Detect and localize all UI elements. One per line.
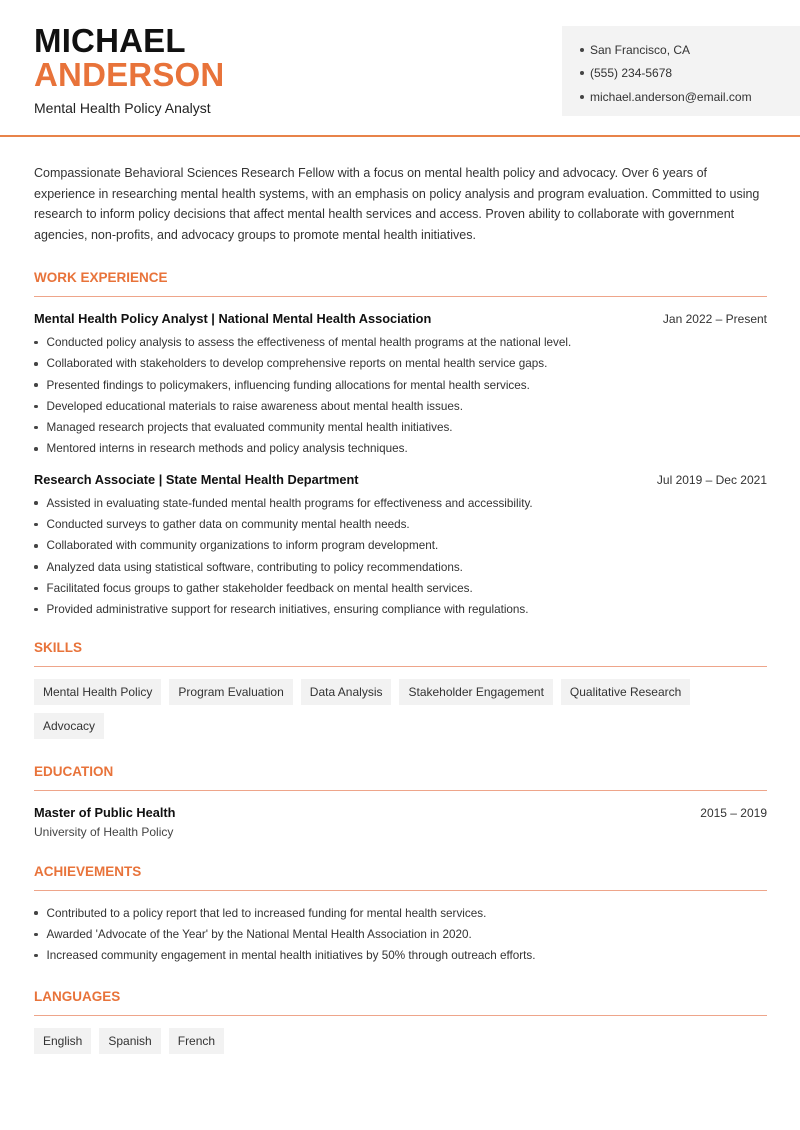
- list-item: [34, 902, 767, 923]
- bullet-text: Conducted policy analysis to assess the effectiveness of mental health programs at the national level.: [46, 335, 572, 349]
- languages-section: [34, 989, 767, 1054]
- language-tag: French: [169, 1028, 224, 1054]
- job-date: Jan 2022 – Present: [662, 311, 767, 326]
- skill-tag: Program Evaluation: [169, 679, 292, 705]
- skill-tag: Qualitative Research: [561, 679, 690, 705]
- bullet-icon: [34, 587, 38, 591]
- skill-tag: Data Analysis: [301, 679, 392, 705]
- bullet-text: Collaborated with stakeholders to develop comprehensive reports on mental health service gaps.: [46, 357, 548, 371]
- bullet-text: Analyzed data using statistical software, contributing to policy recommendations.: [46, 560, 463, 574]
- list-item: [34, 438, 767, 459]
- work-experience-section: [34, 270, 767, 621]
- bullet-icon: [34, 544, 38, 548]
- bullet-text: Facilitated focus groups to gather stakeholder feedback on mental health services.: [46, 581, 473, 595]
- bullet-text: Provided administrative support for research initiatives, ensuring compliance with regulations.: [46, 603, 529, 617]
- language-tag: Spanish: [99, 1028, 160, 1054]
- bullet-text: Developed educational materials to raise awareness about mental health issues.: [46, 399, 463, 413]
- job-title: Mental Health Policy Analyst: [34, 100, 211, 116]
- job-entry: [34, 311, 767, 460]
- language-tag: English: [34, 1028, 91, 1054]
- section-title-education: EDUCATION: [34, 764, 767, 791]
- job-role: Mental Health Policy Analyst | National Mental Health Association: [34, 310, 432, 326]
- list-item: [34, 417, 767, 438]
- achievements-section: [34, 864, 767, 966]
- section-title-achievements: ACHIEVEMENTS: [34, 864, 767, 891]
- list-item: [34, 599, 767, 620]
- school: University of Health Policy: [34, 825, 174, 840]
- contact-location: [580, 38, 782, 62]
- skill-tag: Mental Health Policy: [34, 679, 161, 705]
- language-tags: [34, 1028, 767, 1054]
- section-title-languages: LANGUAGES: [34, 989, 767, 1016]
- bullet-text: Managed research projects that evaluated community mental health initiatives.: [46, 421, 453, 435]
- bullet-icon: [34, 447, 38, 451]
- job-bullets: [34, 332, 767, 460]
- bullet-icon: [34, 565, 38, 569]
- skills-section: [34, 640, 767, 739]
- summary: Compassionate Behavioral Sciences Research Fellow with a focus on mental health policy and advocacy. Over 6 years of experience in researching mental health systems, with an emphasis on policy analysis and program evaluation. Committed to using research to inform policy decisions that affect mental health services and access. Proven ability to collaborate with government agencies, non-profits, and advocacy groups to promote mental health initiatives.: [34, 166, 760, 243]
- list-item: [34, 945, 767, 966]
- job-header: [34, 311, 767, 326]
- bullet-text: Mentored interns in research methods and policy analysis techniques.: [46, 442, 408, 456]
- section-title-skills: SKILLS: [34, 640, 767, 667]
- bullet-icon: [34, 911, 38, 915]
- bullet-icon: [34, 405, 38, 409]
- location-text: San Francisco, CA: [590, 42, 691, 57]
- bullet-icon: [580, 71, 584, 75]
- job-date: Jul 2019 – Dec 2021: [656, 472, 767, 487]
- degree: Master of Public Health: [34, 805, 176, 821]
- skill-tag: Advocacy: [34, 713, 104, 739]
- contact-email: [580, 85, 782, 109]
- contact-box: [562, 26, 800, 116]
- job-header: [34, 472, 767, 487]
- bullet-text: Awarded 'Advocate of the Year' by the National Mental Health Association in 2020.: [46, 927, 472, 941]
- job-entry: [34, 472, 767, 621]
- bullet-icon: [34, 426, 38, 430]
- job-role: Research Associate | State Mental Health Department: [34, 471, 359, 487]
- phone-text: (555) 234-5678: [590, 66, 673, 81]
- list-item: [34, 578, 767, 599]
- list-item: [34, 924, 767, 945]
- list-item: [34, 556, 767, 577]
- list-item: [34, 374, 767, 395]
- contact-phone: [580, 62, 782, 86]
- bullet-icon: [34, 954, 38, 958]
- list-item: [34, 493, 767, 514]
- list-item: [34, 332, 767, 353]
- name-block: [34, 24, 224, 116]
- resume-header: [0, 0, 800, 137]
- bullet-text: Assisted in evaluating state-funded mental health programs for effectiveness and accessibility.: [46, 496, 533, 510]
- bullet-icon: [580, 95, 584, 99]
- last-name: ANDERSON: [34, 56, 225, 93]
- bullet-icon: [34, 523, 38, 527]
- bullet-icon: [34, 933, 38, 937]
- education-section: [34, 764, 767, 839]
- education-date: 2015 – 2019: [700, 806, 767, 821]
- achievement-bullets: [34, 902, 767, 966]
- bullet-text: Contributed to a policy report that led to increased funding for mental health services.: [46, 906, 487, 920]
- bullet-icon: [34, 501, 38, 505]
- bullet-text: Conducted surveys to gather data on community mental health needs.: [46, 518, 410, 532]
- list-item: [34, 514, 767, 535]
- list-item: [34, 353, 767, 374]
- bullet-text: Collaborated with community organizations to inform program development.: [46, 539, 439, 553]
- section-title-work: WORK EXPERIENCE: [34, 270, 767, 297]
- resume-body: [34, 137, 767, 1054]
- list-item: [34, 396, 767, 417]
- bullet-icon: [34, 362, 38, 366]
- job-bullets: [34, 493, 767, 621]
- bullet-icon: [34, 608, 38, 612]
- bullet-icon: [580, 48, 584, 52]
- bullet-icon: [34, 341, 38, 345]
- bullet-text: Presented findings to policymakers, influencing funding allocations for mental health services.: [46, 378, 530, 392]
- bullet-text: Increased community engagement in mental health initiatives by 50% through outreach efforts.: [46, 949, 536, 963]
- list-item: [34, 535, 767, 556]
- first-name: MICHAEL: [34, 22, 186, 59]
- skill-tags: [34, 679, 767, 739]
- skill-tag: Stakeholder Engagement: [399, 679, 552, 705]
- education-header: [34, 805, 767, 820]
- email-text: michael.anderson@email.com: [590, 89, 752, 104]
- bullet-icon: [34, 383, 38, 387]
